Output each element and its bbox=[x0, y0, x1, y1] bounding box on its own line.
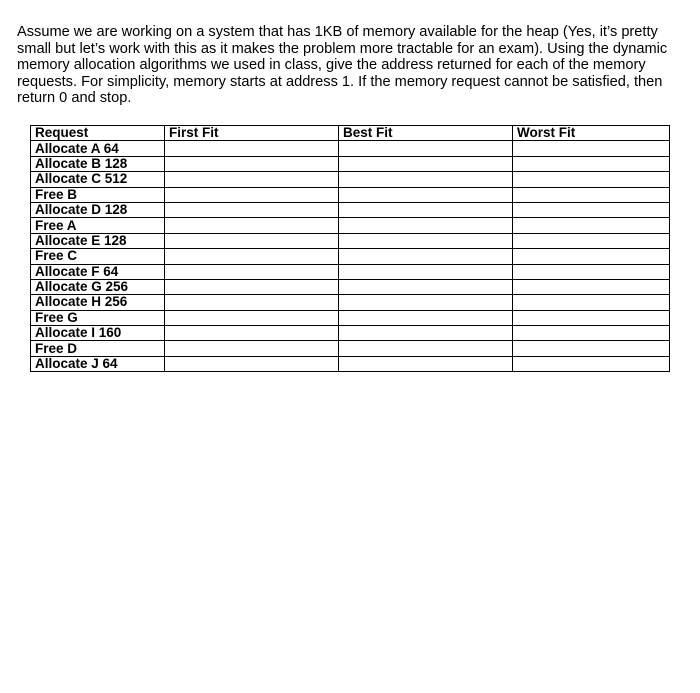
worst-fit-cell bbox=[513, 141, 670, 156]
first-fit-cell bbox=[165, 202, 339, 217]
best-fit-cell bbox=[339, 264, 513, 279]
worst-fit-cell bbox=[513, 341, 670, 356]
request-cell: Allocate I 160 bbox=[31, 326, 165, 341]
best-fit-cell bbox=[339, 218, 513, 233]
table-row bbox=[31, 233, 670, 248]
first-fit-cell bbox=[165, 310, 339, 325]
request-cell: Free G bbox=[31, 310, 165, 325]
table-row bbox=[31, 356, 670, 371]
worst-fit-cell bbox=[513, 172, 670, 187]
best-fit-cell bbox=[339, 295, 513, 310]
request-cell: Free A bbox=[31, 218, 165, 233]
request-cell: Allocate B 128 bbox=[31, 156, 165, 171]
table-row bbox=[31, 156, 670, 171]
worst-fit-cell bbox=[513, 233, 670, 248]
worst-fit-cell bbox=[513, 326, 670, 341]
request-cell: Free D bbox=[31, 341, 165, 356]
best-fit-cell bbox=[339, 310, 513, 325]
worst-fit-cell bbox=[513, 187, 670, 202]
table-row bbox=[31, 279, 670, 294]
request-cell: Allocate C 512 bbox=[31, 172, 165, 187]
request-cell: Free C bbox=[31, 249, 165, 264]
worst-fit-cell bbox=[513, 264, 670, 279]
first-fit-cell bbox=[165, 295, 339, 310]
best-fit-cell bbox=[339, 141, 513, 156]
worst-fit-cell bbox=[513, 202, 670, 217]
best-fit-cell bbox=[339, 341, 513, 356]
worst-fit-cell bbox=[513, 249, 670, 264]
best-fit-cell bbox=[339, 202, 513, 217]
table-row bbox=[31, 310, 670, 325]
first-fit-cell bbox=[165, 264, 339, 279]
allocation-table bbox=[30, 125, 670, 372]
best-fit-cell bbox=[339, 156, 513, 171]
table-body bbox=[31, 141, 670, 372]
best-fit-cell bbox=[339, 172, 513, 187]
header-worst-fit: Worst Fit bbox=[513, 126, 670, 141]
first-fit-cell bbox=[165, 172, 339, 187]
best-fit-cell bbox=[339, 233, 513, 248]
table-row bbox=[31, 249, 670, 264]
request-cell: Allocate G 256 bbox=[31, 279, 165, 294]
header-first-fit: First Fit bbox=[165, 126, 339, 141]
table-row bbox=[31, 295, 670, 310]
best-fit-cell bbox=[339, 326, 513, 341]
header-best-fit: Best Fit bbox=[339, 126, 513, 141]
worst-fit-cell bbox=[513, 279, 670, 294]
table-row bbox=[31, 172, 670, 187]
first-fit-cell bbox=[165, 326, 339, 341]
first-fit-cell bbox=[165, 356, 339, 371]
worst-fit-cell bbox=[513, 156, 670, 171]
request-cell: Free B bbox=[31, 187, 165, 202]
best-fit-cell bbox=[339, 356, 513, 371]
first-fit-cell bbox=[165, 141, 339, 156]
best-fit-cell bbox=[339, 187, 513, 202]
request-cell: Allocate H 256 bbox=[31, 295, 165, 310]
first-fit-cell bbox=[165, 341, 339, 356]
request-cell: Allocate E 128 bbox=[31, 233, 165, 248]
question-text: Assume we are working on a system that has 1KB of memory available for the heap (Yes, it’s pretty small but let’s work with this as it makes the problem more tractable for an exam). Using the dynamic memory allocation algorithms we used in class, give the address returned for each of the memory requests. For simplicity, memory starts at address 1. If the memory request cannot be satisfied, then return 0 and stop. bbox=[17, 24, 668, 107]
request-cell: Allocate D 128 bbox=[31, 202, 165, 217]
table-row bbox=[31, 341, 670, 356]
first-fit-cell bbox=[165, 249, 339, 264]
first-fit-cell bbox=[165, 279, 339, 294]
table-row bbox=[31, 326, 670, 341]
worst-fit-cell bbox=[513, 310, 670, 325]
table-header-row bbox=[31, 126, 670, 141]
table-row bbox=[31, 218, 670, 233]
first-fit-cell bbox=[165, 218, 339, 233]
table-row bbox=[31, 187, 670, 202]
best-fit-cell bbox=[339, 279, 513, 294]
table-row bbox=[31, 202, 670, 217]
header-request: Request bbox=[31, 126, 165, 141]
first-fit-cell bbox=[165, 233, 339, 248]
worst-fit-cell bbox=[513, 356, 670, 371]
table-row bbox=[31, 264, 670, 279]
request-cell: Allocate F 64 bbox=[31, 264, 165, 279]
best-fit-cell bbox=[339, 249, 513, 264]
request-cell: Allocate A 64 bbox=[31, 141, 165, 156]
first-fit-cell bbox=[165, 187, 339, 202]
first-fit-cell bbox=[165, 156, 339, 171]
worst-fit-cell bbox=[513, 295, 670, 310]
request-cell: Allocate J 64 bbox=[31, 356, 165, 371]
table-row bbox=[31, 141, 670, 156]
worst-fit-cell bbox=[513, 218, 670, 233]
